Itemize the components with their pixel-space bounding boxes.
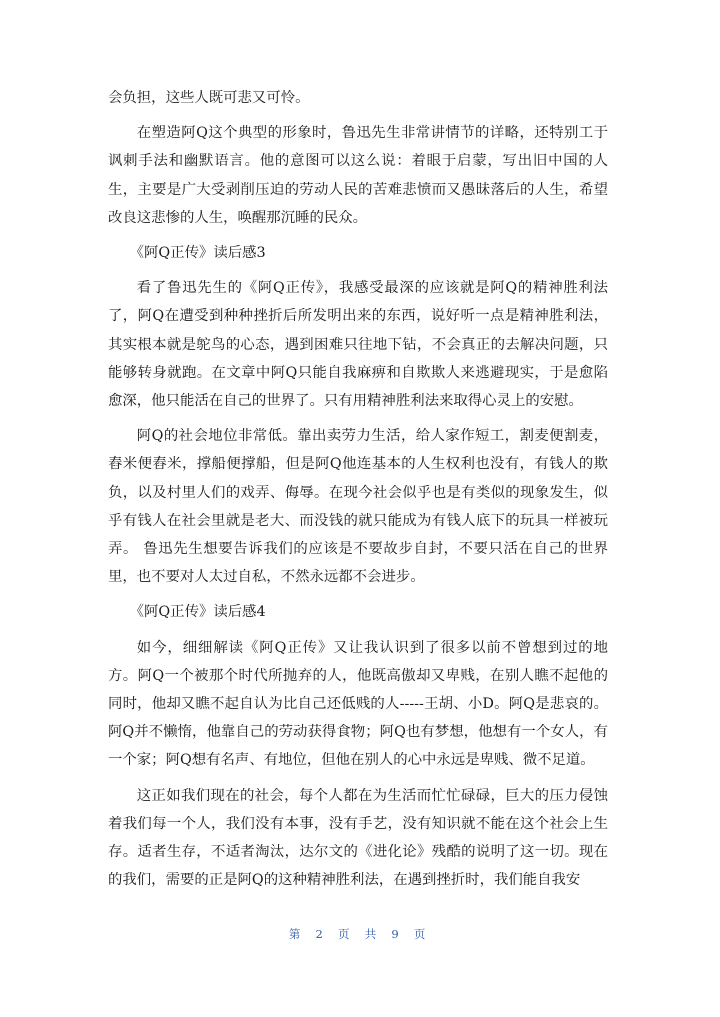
paragraph-1: 会负担，这些人既可悲又可怜。 <box>108 90 310 106</box>
paragraph-5: 如今，细细解读《阿Q正传》又让我认识到了很多以前不曾想到过的地方。阿Q一个被那个时代所抛弃的人，他既高傲却又卑贱，在别人瞧不起他的同时，他却又瞧不起自认为比自己还低贱的人-----王胡、小D。阿Q是悲哀的。阿Q并不懒惰，他靠自己的劳动获得食物；阿Q也有梦想，他想有一个女人，有一个家；阿Q想有名声、有地位，但他在别人的心中永远是卑贱、微不足道。 <box>108 639 608 769</box>
section-heading-4: 《阿Q正传》读后感4 <box>129 604 266 621</box>
page-number-footer: 第 2 页 共 9 页 <box>288 927 432 941</box>
paragraph-6: 这正如我们现在的社会，每个人都在为生活而忙忙碌碌，巨大的压力侵蚀着我们每一个人，我们没有本事，没有手艺，没有知识就不能在这个社会上生存。适者生存，不适者淘汰，达尔文的《进化论》残酷的说明了这一切。现在的我们，需要的正是阿Q的这种精神胜利法，在遇到挫折时，我们能自我安 <box>108 787 608 889</box>
paragraph-3: 看了鲁迅先生的《阿Q正传》，我感受最深的应该就是阿Q的精神胜利法了，阿Q在遭受到种种挫折后所发明出来的东西，说好听一点是精神胜利法，其实根本就是鸵鸟的心态，遇到困难只往地下钻，不会真正的去解决问题，只能够转身就跑。在文章中阿Q只能自我麻痹和自欺欺人来逃避现实，于是愈陷愈深，他只能活在自己的世界了。只有用精神胜利法来取得心灵上的安慰。 <box>108 280 608 410</box>
paragraph-4: 阿Q的社会地位非常低。靠出卖劳力生活，给人家作短工，割麦便割麦，舂米便舂米，撑船便撑船，但是阿Q他连基本的人生权利也没有，有钱人的欺负，以及村里人们的戏弄、侮辱。在现今社会似乎也是有类似的现象发生，似乎有钱人在社会里就是老大、而没钱的就只能成为有钱人底下的玩具一样被玩弄。 鲁迅先生想要告诉我们的应该是不要故步自封，不要只活在自己的世界里，也不要对人太过自私，不然永远都不会进步。 <box>108 428 608 586</box>
document-body <box>108 84 608 901</box>
section-heading-3: 《阿Q正传》读后感3 <box>129 245 266 262</box>
paragraph-2: 在塑造阿Q这个典型的形象时，鲁迅先生非常讲情节的详略，还特别工于讽刺手法和幽默语言。他的意图可以这么说：着眼于启蒙，写出旧中国的人生，主要是广大受剥削压迫的劳动人民的苦难悲愤而又愚昧落后的人生，希望改良这悲惨的人生，唤醒那沉睡的民众。 <box>108 125 608 226</box>
